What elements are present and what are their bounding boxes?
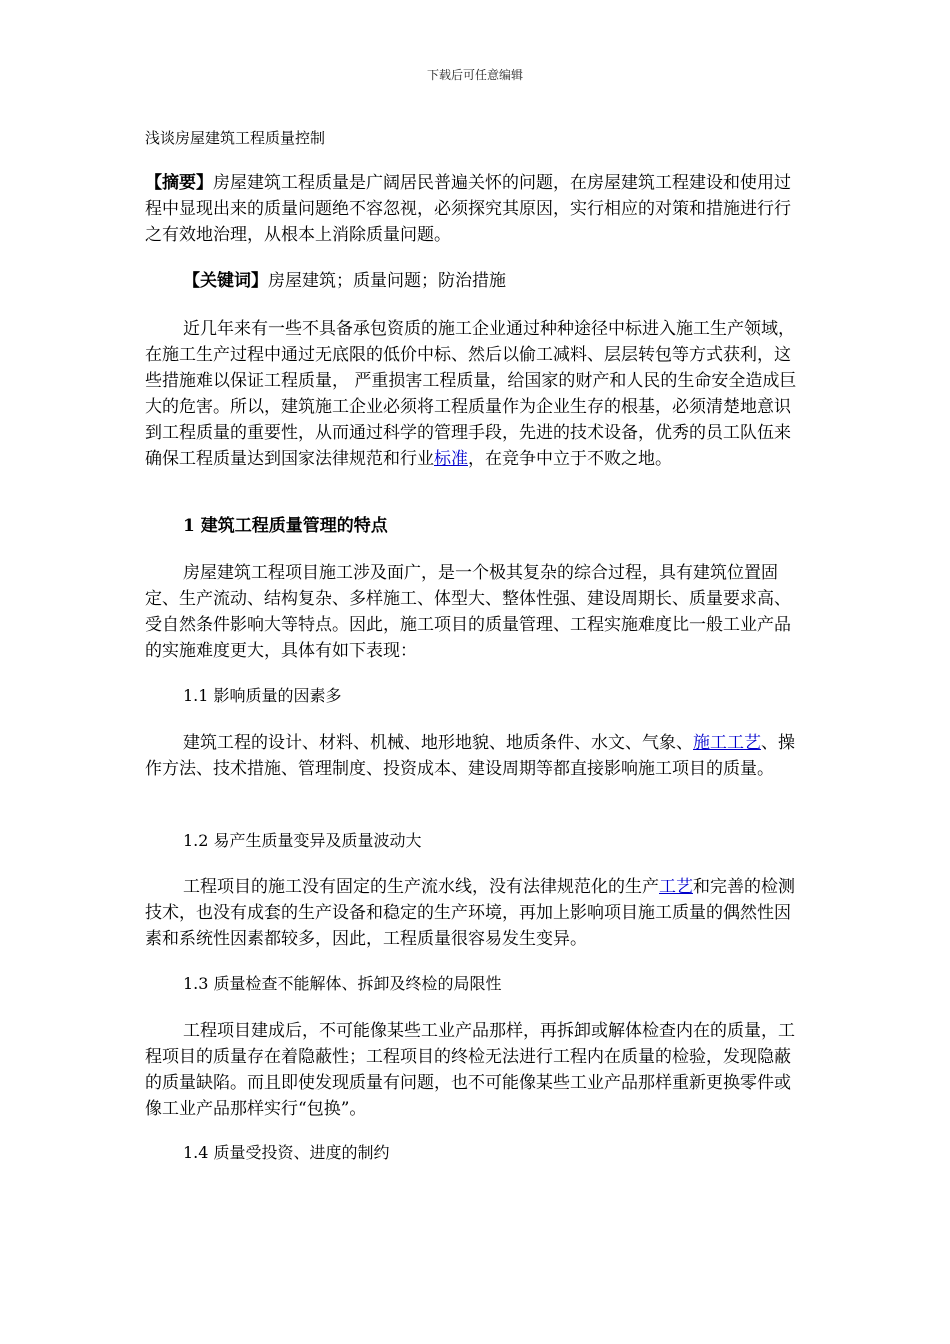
- page-header: 下载后可任意编辑: [426, 68, 523, 82]
- section-1-heading: 1 建筑工程质量管理的特点: [183, 516, 388, 536]
- section-1-4-heading: 1.4 质量受投资、进度的制约: [183, 1143, 390, 1162]
- intro-paragraph: 近几年来有一些不具备承包资质的施工企业通过种种途径中标进入施工生产领域，在施工生产过程中通过无底限的低价中标、然后以偷工减料、层层转包等方式获利，这些措施难以保证工程质量， 严重损害工程质量，给国家的财产和人民的生命安全造成巨大的危害。所以，建筑施工企业必须将工程质量作为企业生存的根基，必须清楚地意识到工程质量的重要性，从而通过科学的管理手段，先进的技术设备，优秀的员工队伍来确保工程质量达到国家法律规范和行业标准，在竞争中立于不败之地。: [145, 319, 797, 469]
- section-1-3-paragraph: 工程项目建成后，不可能像某些工业产品那样，再拆卸或解体检查内在的质量，工程项目的质量存在着隐蔽性；工程项目的终检无法进行工程内在质量的检验，发现隐蔽的质量缺陷。而且即使发现质量有问题，也不可能像某些工业产品那样重新更换零件或像工业产品那样实行“包换”。: [145, 1021, 795, 1119]
- standard-link[interactable]: 标准: [434, 449, 468, 469]
- keywords-text: 房屋建筑；质量问题；防治措施: [268, 271, 506, 291]
- construction-process-link[interactable]: 施工工艺: [693, 733, 761, 753]
- abstract-paragraph: [145, 170, 805, 248]
- process-link[interactable]: 工艺: [659, 877, 693, 897]
- keywords-label: 【关键词】: [183, 271, 268, 291]
- keywords-paragraph: [145, 268, 805, 294]
- section-1-2-heading: 1.2 易产生质量变异及质量波动大: [183, 831, 422, 850]
- abstract-text: 房屋建筑工程质量是广阔居民普遍关怀的问题，在房屋建筑工程建设和使用过程中显现出来的质量问题绝不容忽视，必须探究其原因，实行相应的对策和措施进行行之有效地治理，从根本上消除质量问题。: [145, 173, 791, 245]
- section-1-1-paragraph: 建筑工程的设计、材料、机械、地形地貌、地质条件、水文、气象、施工工艺、操作方法、技术措施、管理制度、投资成本、建设周期等都直接影响施工项目的质量。: [145, 733, 795, 779]
- abstract-label: 【摘要】: [145, 173, 213, 193]
- section-1-3-heading: 1.3 质量检查不能解体、拆卸及终检的局限性: [183, 974, 502, 993]
- section-1-paragraph: 房屋建筑工程项目施工涉及面广，是一个极其复杂的综合过程，具有建筑位置固定、生产流动、结构复杂、多样施工、体型大、整体性强、建设周期长、质量要求高、受自然条件影响大等特点。因此，施工项目的质量管理、工程实施难度比一般工业产品的实施难度更大，具体有如下表现：: [145, 563, 791, 661]
- section-1-2-paragraph: 工程项目的施工没有固定的生产流水线，没有法律规范化的生产工艺和完善的检测技术，也没有成套的生产设备和稳定的生产环境，再加上影响项目施工质量的偶然性因素和系统性因素都较多，因此，工程质量很容易发生变异。: [145, 877, 795, 949]
- document-title: 浅谈房屋建筑工程质量控制: [145, 129, 326, 147]
- section-1-1-heading: 1.1 影响质量的因素多: [183, 686, 342, 705]
